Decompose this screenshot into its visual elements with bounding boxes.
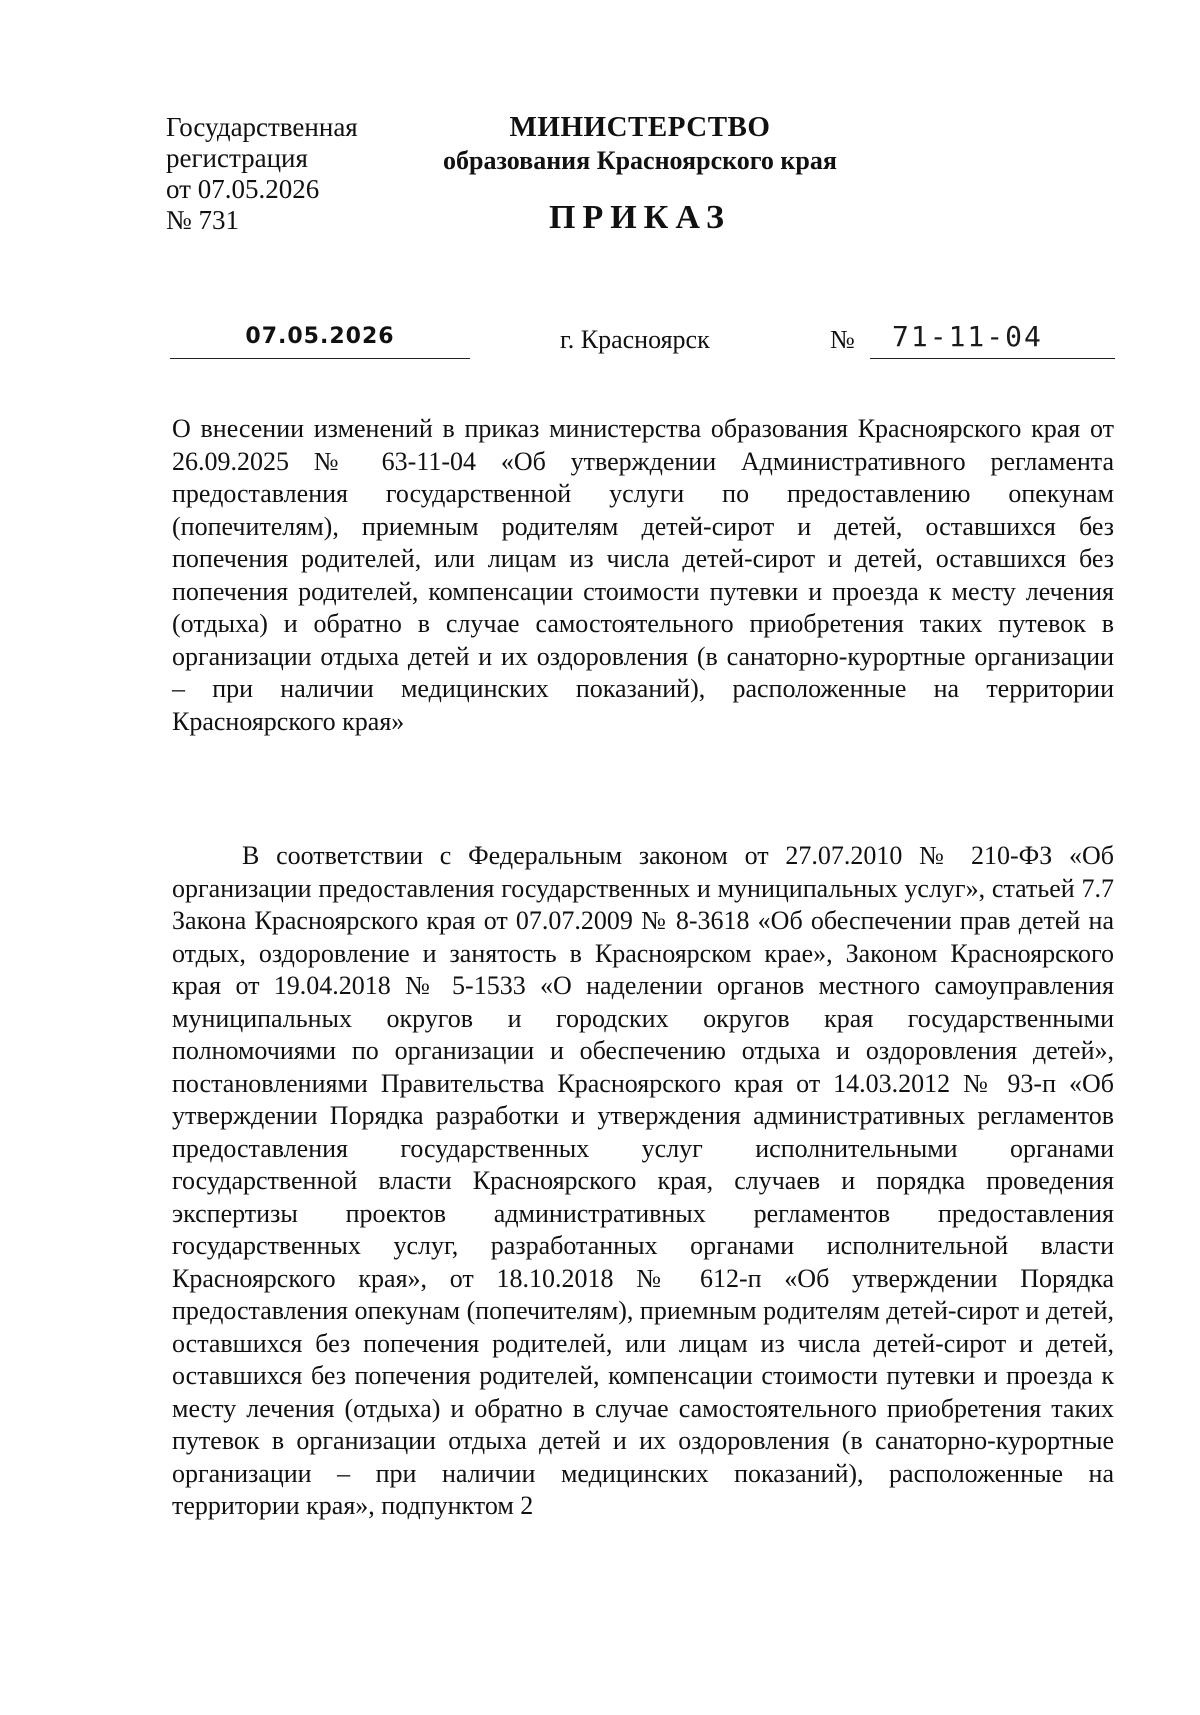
city-label: г. Красноярск	[560, 325, 710, 354]
date-stamp: 07.05.2026	[245, 324, 395, 349]
registration-block	[166, 112, 358, 236]
date-field	[170, 318, 470, 359]
ministry-subtitle: образования Красноярского края	[443, 146, 837, 175]
number-label: №	[830, 325, 855, 354]
order-number: 71-11-04	[892, 320, 1043, 353]
ministry-header	[410, 110, 870, 238]
order-body-paragraph: В соответствии с Федеральным законом от 27.07.2010 № 210-ФЗ «Об организации предоставления государственных и муниципальных услуг», статьей 7.7 Закона Красноярского края от 07.07.2009 № 8-3618 «Об обеспечении прав детей на отдых, оздоровление и занятость в Красноярском крае», Законом Красноярского края от 19.04.2018 № 5-1533 «О наделении органов местного самоуправления муниципальных округов и городских округов края государственными полномочиями по организации и обеспечению отдыха и оздоровления детей», постановлениями Правительства Красноярского края от 14.03.2012 № 93-п «Об утверждении Порядка разработки и утверждения административных регламентов предоставления государственных услуг исполнительными органами государственной власти Красноярского края, случаев и порядка проведения экспертизы проектов административных регламентов предоставления государственных услуг, разработанных органами исполнительной власти Красноярского края», от 18.10.2018 № 612-п «Об утверждении Порядка предоставления опекунам (попечителям), приемным родителям детей-сирот и детей, оставшихся без попечения родителей, или лицам из числа детей-сирот и детей, оставшихся без попечения родителей, компенсации стоимости путевки и проезда к месту лечения (отдыха) и обратно в случае самостоятельного приобретения таких путевок в организации отдыха детей и их оздоровления (в санаторно-курортные организации – при наличии медицинских показаний), расположенные на территории края», подпунктом 2	[172, 841, 1114, 1520]
registration-line-1: Государственная	[166, 112, 358, 142]
date-number-line	[170, 318, 1115, 362]
ministry-title: МИНИСТЕРСТВО	[509, 111, 771, 143]
order-subject: О внесении изменений в приказ министерства образования Красноярского края от 26.09.2025 № 63-11-04 «Об утверждении Административного регламента предоставления государственной услуги по предоставлению опекунам (попечителям), приемным родителям детей-сирот и детей, оставшихся без попечения родителей, или лицам из числа детей-сирот и детей, оставшихся без попечения родителей, компенсации стоимости путевки и проезда к месту лечения (отдыха) и обратно в случае самостоятельного приобретения таких путевок в организации отдыха детей и их оздоровления (в санаторно-курортные организации – при наличии медицинских показаний), расположенные на территории Красноярского края»	[172, 414, 1114, 736]
document-type: ПРИКАЗ	[549, 199, 731, 236]
number-field	[870, 318, 1115, 359]
registration-number: № 731	[166, 205, 240, 235]
registration-line-2: регистрация	[166, 143, 308, 173]
registration-date: от 07.05.2026	[166, 174, 320, 204]
